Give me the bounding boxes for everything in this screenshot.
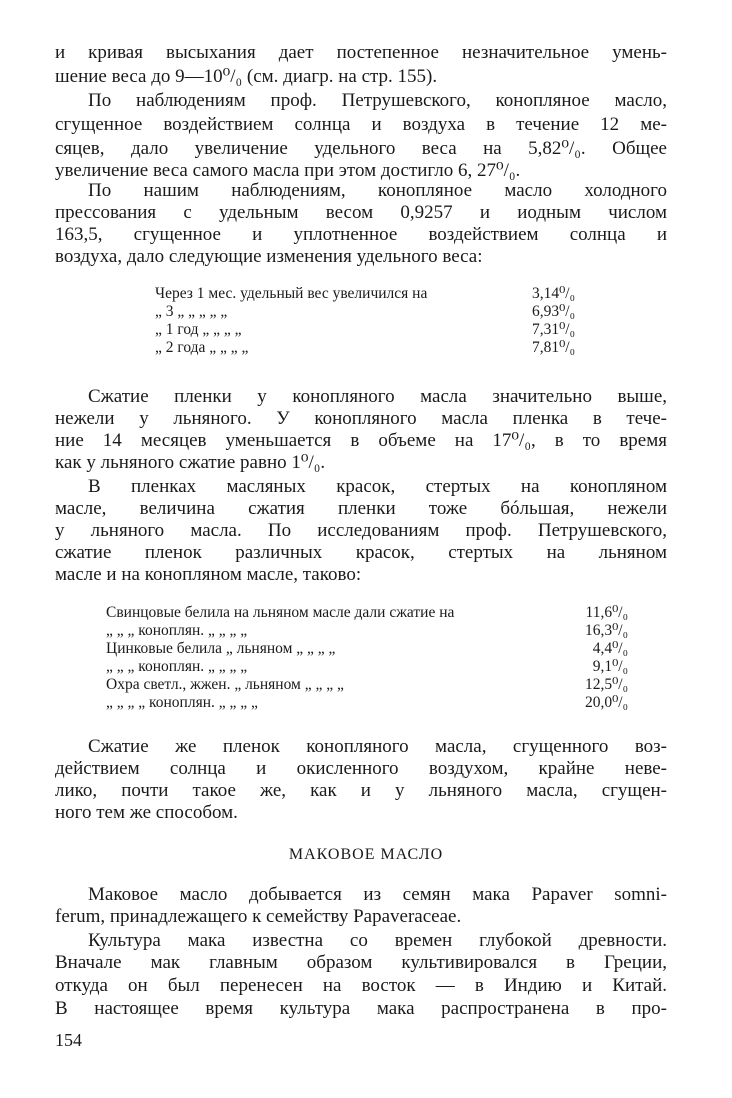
table-cell: „ „ „ коноплян. „ „ „ „: [106, 622, 248, 639]
table-row: [155, 321, 575, 339]
text-line: 163,5, сгущенное и уплотненное воздействием солнца и: [55, 224, 667, 245]
table-cell: 7,31⁰/₀: [531, 321, 575, 338]
text-line: откуда он был перенесен на восток — в Индию и Китай.: [55, 975, 667, 996]
table-cell: Охра светл., жжен. „ льняном „ „ „ „: [106, 676, 344, 693]
table-cell: 7,81⁰/₀: [531, 339, 575, 356]
specific-gravity-table: [155, 285, 575, 357]
text-line: Сжатие пленки у конопляного масла значительно выше,: [88, 386, 667, 407]
text-line: Вначале мак главным образом культивировался в Греции,: [55, 952, 667, 973]
text-line: В настоящее время культура мака распространена в про-: [55, 998, 667, 1019]
table-cell: 9,1⁰/₀: [592, 658, 628, 675]
table-cell: „ 2 года „ „ „ „: [155, 339, 249, 356]
text-line: масле, величина сжатия пленки тоже бóльшая, нежели: [55, 498, 667, 519]
text-line: масле и на конопляном масле, таково:: [55, 564, 362, 585]
table-cell: 4,4⁰/₀: [592, 640, 628, 657]
table-row: [155, 303, 575, 321]
text-line: как у льняного сжатие равно 1⁰/₀.: [55, 452, 326, 473]
table-cell: 16,3⁰/₀: [584, 622, 628, 639]
text-line: у льняного масла. По исследованиям проф. Петрушевского,: [55, 520, 667, 541]
text-line: нежели у льняного. У конопляного масла пленка в тече-: [55, 408, 667, 429]
table-row: [155, 339, 575, 357]
text-line: ferum, принадлежащего к семейству Papaveraceae.: [55, 906, 462, 927]
text-line: Маковое масло добывается из семян мака Papaver somni-: [88, 884, 667, 905]
table-cell: Свинцовые белила на льняном масле дали сжатие на: [106, 604, 455, 621]
text-line: В пленках масляных красок, стертых на конопляном: [88, 476, 667, 497]
text-line: увеличение веса самого масла при этом достигло 6, 27⁰/₀.: [55, 160, 521, 181]
section-heading: МАКОВОЕ МАСЛО: [288, 846, 444, 863]
table-cell: „ „ „ „ коноплян. „ „ „ „: [106, 694, 258, 711]
table-cell: „ „ „ коноплян. „ „ „ „: [106, 658, 248, 675]
table-cell: „ 1 год „ „ „ „: [155, 321, 242, 338]
text-line: По наблюдениям проф. Петрушевского, конопляное масло,: [88, 90, 667, 111]
text-line: ние 14 месяцев уменьшается в объеме на 17⁰/₀, в то время: [55, 430, 667, 451]
text-line: и кривая высыхания дает постепенное незначительное умень-: [55, 42, 667, 63]
text-line: сгущенное воздействием солнца и воздуха в течение 12 ме-: [55, 114, 667, 135]
table-cell: 11,6⁰/₀: [585, 604, 628, 621]
page-number: 154: [55, 1030, 82, 1050]
table-row: [106, 658, 628, 676]
table-cell: Цинковые белила „ льняном „ „ „ „: [106, 640, 336, 657]
table-cell: 3,14⁰/₀: [531, 285, 575, 302]
shrinkage-table: [106, 604, 628, 712]
text-line: шение веса до 9—10⁰/₀ (см. диагр. на стр. 155).: [55, 66, 438, 87]
table-row: [155, 285, 575, 303]
table-row: [106, 604, 628, 622]
text-line: сжатие пленок различных красок, стертых на льняном: [55, 542, 667, 563]
table-row: [106, 676, 628, 694]
text-line: действием солнца и окисленного воздухом, крайне неве-: [55, 758, 667, 779]
text-line: Сжатие же пленок конопляного масла, сгущенного воз-: [88, 736, 667, 757]
table-cell: „ 3 „ „ „ „ „: [155, 303, 228, 320]
table-cell: 20,0⁰/₀: [584, 694, 628, 711]
table-cell: 12,5⁰/₀: [584, 676, 628, 693]
text-line: лико, почти такое же, как и у льняного масла, сгущен-: [55, 780, 667, 801]
text-line: Культура мака известна со времен глубокой древности.: [88, 930, 667, 951]
text-line: сяцев, дало увеличение удельного веса на 5,82⁰/₀. Общее: [55, 138, 667, 159]
text-line: По нашим наблюдениям, конопляное масло холодного: [88, 180, 667, 201]
table-cell: Через 1 мес. удельный вес увеличился на: [155, 285, 428, 302]
table-row: [106, 640, 628, 658]
text-line: ного тем же способом.: [55, 802, 238, 823]
text-line: прессования с удельным весом 0,9257 и иодным числом: [55, 202, 667, 223]
table-row: [106, 622, 628, 640]
table-cell: 6,93⁰/₀: [531, 303, 575, 320]
text-line: воздуха, дало следующие изменения удельного веса:: [55, 246, 483, 267]
table-row: [106, 694, 628, 712]
